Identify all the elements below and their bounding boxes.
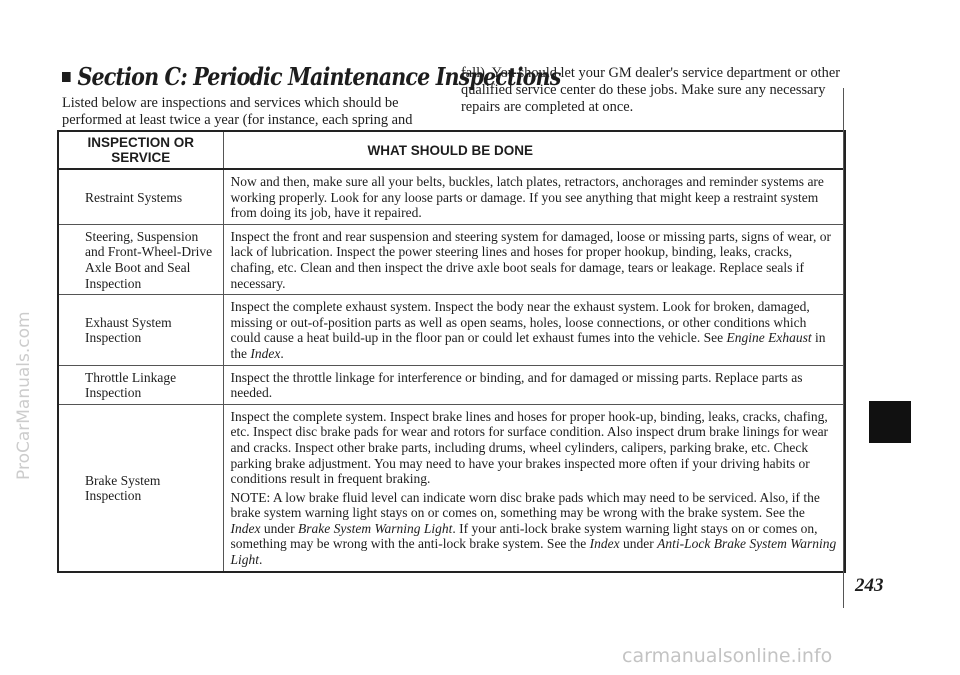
inspection-description: Inspect the front and rear suspension and steering system for damaged, loose or missing parts, signs of wear, or lack of lubrication. Inspect the power steering lines and hoses for proper hookup, binding, leaks, cracks, chafing, etc. Clean and then inspect the drive axle boot seals for damage, tears or leakage. Replace seals if necessary. (223, 224, 845, 294)
watermark-bottom: carmanualsonline.info (622, 645, 833, 667)
table-row (58, 365, 845, 404)
note-text: NOTE: A low brake fluid level can indicate worn disc brake pads which may need to be serviced. Also, if the brake system warning light stays on or comes on, something may be wrong with the brake system. See the (230, 489, 820, 521)
inspection-description (223, 295, 845, 365)
description-text: . (280, 345, 284, 361)
margin-rule (843, 88, 844, 608)
cross-reference: Brake System Warning Light (297, 520, 453, 536)
inspection-item: Brake System Inspection (58, 404, 223, 571)
inspection-description (223, 404, 845, 571)
description-text: in the (230, 330, 826, 361)
intro-paragraph-left: Listed below are inspections and services which should be performed at least twice a year (for instance, each spring and (62, 95, 413, 128)
header-inspection-or-service: INSPECTION OR SERVICE (58, 131, 223, 169)
inspection-item: Steering, Suspension and Front-Wheel-Drive Axle Boot and Seal Inspection (58, 224, 223, 294)
cross-reference: Index (250, 345, 281, 361)
table-header-row (58, 131, 845, 169)
maintenance-inspection-table (57, 130, 846, 573)
description-text: Inspect the complete exhaust system. Inspect the body near the exhaust system. Look for broken, damaged, missing or out-of-position parts as well as open seams, holes, loose connections, or other conditions which could cause a heat build-up in the floor pan or could let exhaust fumes into the vehicle. See (230, 299, 810, 346)
intro-paragraph-right: fall). You should let your GM dealer's service department or other qualified service center do these jobs. Make sure any necessary repairs are completed at once. (461, 65, 841, 115)
cross-reference: Index (230, 520, 261, 536)
table-row (58, 404, 845, 571)
inspection-item: Exhaust System Inspection (58, 295, 223, 365)
cross-reference: Engine Exhaust (726, 330, 812, 346)
square-bullet-icon (62, 72, 71, 82)
table-row (58, 169, 845, 224)
cross-reference: Index (589, 536, 620, 552)
watermark-left: ProCarManuals.com (14, 311, 34, 480)
inspection-description: Now and then, make sure all your belts, buckles, latch plates, retractors, anchorages and reminder systems are working properly. Look for any loose parts or damage. If you see anything that might keep a restraint system from doing its job, have it repaired. (223, 169, 845, 224)
table-row (58, 295, 845, 365)
inspection-item: Throttle Linkage Inspection (58, 365, 223, 404)
note-text: under (619, 536, 658, 552)
inspection-description: Inspect the throttle linkage for interference or binding, and for damaged or missing parts. Replace parts as needed. (223, 365, 845, 404)
note-text: . (259, 552, 263, 568)
description-text: Inspect the complete system. Inspect brake lines and hoses for proper hook-up, binding, leaks, cracks, chafing, etc. Inspect disc brake pads for wear and rotors for surface condition. Also inspect drum brake linings for wear and cracks. Inspect other brake parts, including drums, wheel cylinders, calipers, parking brake, etc. Check parking brake adjustment. You may need to have your brakes inspected more often if your driving habits or conditions result in frequent braking. (230, 408, 829, 487)
brake-note (231, 490, 839, 568)
cross-reference: Anti-Lock Brake System Warning Light (230, 536, 837, 568)
section-title-text: Section C: Periodic Maintenance Inspections (77, 62, 561, 91)
inspection-item: Restraint Systems (58, 169, 223, 224)
table-row (58, 224, 845, 294)
page-number: 243 (855, 575, 884, 596)
header-what-should-be-done: WHAT SHOULD BE DONE (223, 131, 845, 169)
section-thumb-tab (869, 401, 911, 443)
note-text: . If your anti-lock brake system warning light stays on or comes on, something may be wrong with the anti-lock brake system. See the (230, 520, 818, 552)
section-title (62, 62, 561, 91)
note-text: under (260, 520, 298, 536)
